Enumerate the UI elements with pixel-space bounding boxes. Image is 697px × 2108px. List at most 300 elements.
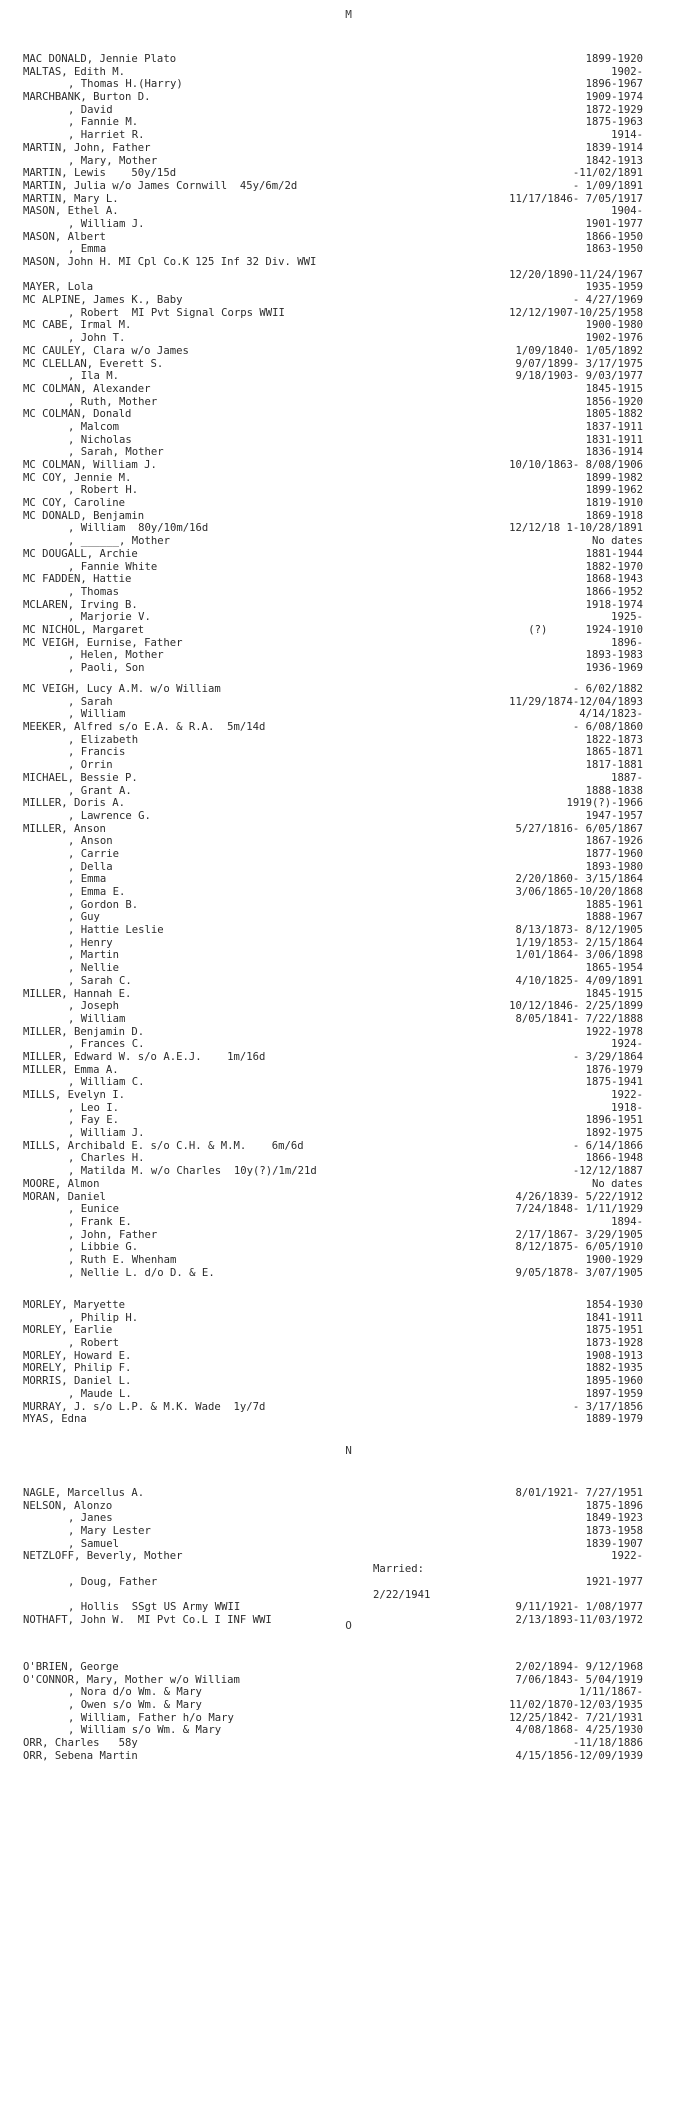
burial-entry bbox=[23, 1686, 643, 1699]
entry-dates: 1902-1976 bbox=[585, 332, 643, 345]
entry-dates: 1866-1948 bbox=[585, 1152, 643, 1165]
entry-name: MILLER, Edward W. s/o A.E.J. 1m/16d bbox=[23, 1050, 266, 1063]
entry-name: , Nicholas bbox=[68, 433, 132, 446]
entry-dates: 1914- bbox=[611, 129, 643, 142]
burial-entry bbox=[23, 497, 643, 510]
entry-name: , William J. bbox=[68, 1127, 145, 1140]
entry-name: MC NICHOL, Margaret bbox=[23, 623, 145, 636]
entry-dates: 8/01/1921- 7/27/1951 bbox=[515, 1487, 643, 1499]
entry-dates: 2/20/1860- 3/15/1864 bbox=[515, 873, 643, 886]
entry-dates: 2/17/1867- 3/29/1905 bbox=[515, 1228, 643, 1241]
burial-entry bbox=[23, 823, 643, 836]
entry-dates: 10/12/1846- 2/25/1899 bbox=[509, 1000, 643, 1013]
entry-name: , Orrin bbox=[68, 759, 113, 772]
burial-entry bbox=[23, 1191, 643, 1204]
entry-name: , Hattie Leslie bbox=[68, 924, 164, 937]
entry-dates: 1841-1911 bbox=[585, 1311, 643, 1324]
entry-name: , Sarah bbox=[68, 695, 113, 708]
entry-name: MEEKER, Alfred s/o E.A. & R.A. 5m/14d bbox=[23, 721, 266, 734]
burial-entry bbox=[23, 734, 643, 747]
entry-name: MASON, John H. MI Cpl Co.K 125 Inf 32 Div. WWI bbox=[23, 256, 317, 268]
burial-entry bbox=[23, 446, 643, 459]
entry-name: , Matilda M. w/o Charles 10y(?)/1m/21d bbox=[68, 1165, 317, 1178]
entry-dates: -12/12/1887 bbox=[572, 1165, 643, 1178]
burial-entry bbox=[23, 408, 643, 421]
entry-name: MC COLMAN, Alexander bbox=[23, 382, 151, 395]
entry-dates: 1867-1926 bbox=[585, 835, 643, 848]
burial-entry bbox=[23, 510, 643, 523]
burial-entry bbox=[23, 873, 643, 886]
entry-name: , Gordon B. bbox=[68, 898, 139, 911]
entry-dates: 12/20/1890-11/24/1967 bbox=[509, 268, 643, 281]
entry-dates: - 4/27/1969 bbox=[572, 294, 643, 307]
entry-dates: - 6/08/1860 bbox=[572, 721, 643, 734]
entry-dates: 1909-1974 bbox=[585, 91, 643, 104]
burial-entry bbox=[23, 1051, 643, 1064]
entry-dates: 1875-1941 bbox=[585, 1076, 643, 1089]
entry-dates: 1887- bbox=[611, 771, 643, 784]
entry-dates: 1875-1951 bbox=[585, 1324, 643, 1337]
entry-dates: - 3/29/1864 bbox=[572, 1050, 643, 1063]
entry-dates: 9/18/1903- 9/03/1977 bbox=[515, 370, 643, 383]
entry-name: , Nora d/o Wm. & Mary bbox=[68, 1686, 202, 1699]
burial-entry bbox=[23, 1064, 643, 1077]
burial-entry bbox=[23, 924, 643, 937]
entry-name: MC COLMAN, William J. bbox=[23, 459, 157, 471]
entry-name: MAYER, Lola bbox=[23, 281, 94, 294]
entry-name: MILLS, Archibald E. s/o C.H. & M.M. 6m/6d bbox=[23, 1139, 304, 1152]
entry-name: MASON, Albert bbox=[23, 230, 106, 243]
burial-entry bbox=[23, 66, 643, 79]
burial-entry bbox=[23, 1312, 643, 1325]
entry-dates: 1873-1958 bbox=[585, 1525, 643, 1538]
burial-entry bbox=[23, 116, 643, 129]
entry-dates: 1892-1975 bbox=[585, 1127, 643, 1140]
burial-entry bbox=[23, 1550, 643, 1563]
entry-name: , William C. bbox=[68, 1076, 145, 1089]
entry-name: , William bbox=[68, 708, 126, 721]
burial-entry bbox=[23, 370, 643, 383]
entry-dates: 1893-1980 bbox=[585, 860, 643, 873]
burial-entry bbox=[23, 1724, 643, 1737]
entry-dates: 1925- bbox=[611, 611, 643, 624]
burial-entry bbox=[23, 1229, 643, 1242]
burial-entry bbox=[23, 91, 643, 104]
entry-dates: 1936-1969 bbox=[585, 662, 643, 674]
entry-name: Married: bbox=[373, 1563, 425, 1576]
entry-name: MORLEY, Earlie bbox=[23, 1324, 113, 1337]
section-letter-n: N bbox=[345, 1444, 352, 1457]
entry-dates: 1885-1961 bbox=[585, 898, 643, 911]
entry-name: , Fannie M. bbox=[68, 116, 139, 129]
entry-dates: 1882-1935 bbox=[585, 1362, 643, 1375]
entry-dates: 1918- bbox=[611, 1101, 643, 1114]
entry-dates: 8/05/1841- 7/22/1888 bbox=[515, 1012, 643, 1025]
entry-name: MILLS, Evelyn I. bbox=[23, 1089, 126, 1101]
entry-name: MAC DONALD, Jennie Plato bbox=[23, 53, 177, 65]
entry-dates: 1893-1983 bbox=[585, 649, 643, 662]
entry-dates: 1849-1923 bbox=[585, 1512, 643, 1525]
entry-name: , Thomas H.(Harry) bbox=[68, 78, 183, 91]
burial-entry bbox=[23, 1000, 643, 1013]
entry-name: MILLER, Emma A. bbox=[23, 1063, 119, 1076]
burial-entry bbox=[23, 1013, 643, 1026]
burial-entry bbox=[23, 1661, 643, 1674]
entry-dates: No dates bbox=[591, 1177, 643, 1190]
entry-dates: 1922- bbox=[611, 1089, 643, 1101]
entry-name: , Ruth, Mother bbox=[68, 395, 158, 408]
entry-name: , Martin bbox=[68, 949, 120, 962]
entry-name: , Nellie bbox=[68, 962, 120, 975]
burial-entry bbox=[23, 294, 643, 307]
entry-dates: 1839-1914 bbox=[585, 141, 643, 154]
entry-name: MC COY, Caroline bbox=[23, 497, 126, 510]
entry-dates: 1/09/1840- 1/05/1892 bbox=[515, 344, 643, 357]
entry-name: , Lawrence G. bbox=[68, 809, 151, 822]
entry-dates: 10/10/1863- 8/08/1906 bbox=[509, 459, 643, 471]
entry-name: MC COLMAN, Donald bbox=[23, 408, 132, 421]
entry-name: , William J. bbox=[68, 217, 145, 230]
entry-name: , Ruth E. Whenham bbox=[68, 1253, 177, 1266]
entry-name: , Francis bbox=[68, 746, 126, 759]
section-letter-m: M bbox=[345, 8, 352, 21]
burial-entry bbox=[23, 1089, 643, 1102]
entry-dates: 1866-1952 bbox=[585, 585, 643, 598]
entry-dates: 1/19/1853- 2/15/1864 bbox=[515, 936, 643, 949]
burial-entry bbox=[23, 218, 643, 231]
entry-dates: 1877-1960 bbox=[585, 847, 643, 860]
entry-name: , Robert H. bbox=[68, 484, 139, 497]
burial-entry bbox=[23, 1737, 643, 1750]
burial-entry bbox=[23, 1152, 643, 1165]
burial-entry bbox=[23, 243, 643, 256]
entry-name: MILLER, Doris A. bbox=[23, 797, 126, 810]
entry-name: , Anson bbox=[68, 835, 113, 848]
entry-name: NELSON, Alonzo bbox=[23, 1499, 113, 1512]
burial-entry bbox=[23, 548, 643, 561]
entry-dates: 1897-1959 bbox=[585, 1387, 643, 1400]
entry-dates: 1875-1963 bbox=[585, 116, 643, 129]
burial-entry bbox=[23, 155, 643, 168]
burial-entry bbox=[23, 522, 643, 535]
entry-dates: 1895-1960 bbox=[585, 1375, 643, 1388]
entry-dates: 9/11/1921- 1/08/1977 bbox=[515, 1601, 643, 1614]
entry-name: , Owen s/o Wm. & Mary bbox=[68, 1699, 202, 1712]
burial-entry bbox=[23, 1140, 643, 1153]
entry-dates: 1921-1977 bbox=[585, 1575, 643, 1588]
entry-block bbox=[23, 683, 643, 1279]
entry-dates: 4/08/1868- 4/25/1930 bbox=[515, 1724, 643, 1737]
burial-entry bbox=[23, 434, 643, 447]
burial-entry bbox=[23, 1674, 643, 1687]
entry-name: , Ila M. bbox=[68, 370, 120, 383]
entry-name: , Harriet R. bbox=[68, 129, 145, 142]
entry-name: MYAS, Edna bbox=[23, 1413, 87, 1426]
entry-name: MC CABE, Irmal M. bbox=[23, 319, 132, 332]
burial-entry bbox=[23, 1601, 643, 1614]
entry-name: , Malcom bbox=[68, 420, 120, 433]
entry-name: , Fannie White bbox=[68, 560, 158, 573]
burial-entry bbox=[23, 861, 643, 874]
burial-entry bbox=[23, 797, 643, 810]
entry-name: MORELY, Philip F. bbox=[23, 1362, 132, 1375]
burial-entry bbox=[23, 1241, 643, 1254]
entry-dates: 1918-1974 bbox=[585, 598, 643, 611]
burial-entry bbox=[23, 1699, 643, 1712]
entry-dates: 1866-1950 bbox=[585, 230, 643, 243]
entry-dates: 11/29/1874-12/04/1893 bbox=[509, 695, 643, 708]
entry-name: MC VEIGH, Lucy A.M. w/o William bbox=[23, 683, 221, 695]
entry-dates: 1872-1929 bbox=[585, 103, 643, 116]
entry-name: MC DOUGALL, Archie bbox=[23, 547, 138, 560]
entry-name: , Paoli, Son bbox=[68, 662, 145, 674]
burial-entry bbox=[23, 1589, 643, 1602]
burial-entry bbox=[23, 1102, 643, 1115]
entry-name: , William 80y/10m/16d bbox=[68, 522, 209, 535]
burial-entry bbox=[23, 1500, 643, 1513]
entry-name: , Charles H. bbox=[68, 1152, 145, 1165]
burial-entry bbox=[23, 1076, 643, 1089]
burial-entry bbox=[23, 1038, 643, 1051]
entry-name: , Robert MI Pvt Signal Corps WWII bbox=[68, 306, 285, 319]
burial-entry bbox=[23, 835, 643, 848]
entry-dates: 1875-1896 bbox=[585, 1499, 643, 1512]
entry-name: MARCHBANK, Burton D. bbox=[23, 91, 151, 104]
burial-entry bbox=[23, 459, 643, 472]
entry-name: MC CAULEY, Clara w/o James bbox=[23, 344, 189, 357]
entry-dates: 12/12/18 1-10/28/1891 bbox=[509, 522, 643, 535]
burial-entry bbox=[23, 759, 643, 772]
entry-dates: 1896- bbox=[611, 636, 643, 649]
burial-entry bbox=[23, 345, 643, 358]
burial-entry bbox=[23, 129, 643, 142]
burial-entry bbox=[23, 1388, 643, 1401]
burial-entry bbox=[23, 358, 643, 371]
burial-entry bbox=[23, 1299, 643, 1312]
entry-name: , Leo I. bbox=[68, 1101, 120, 1114]
entry-name: , Thomas bbox=[68, 585, 120, 598]
burial-entry bbox=[23, 708, 643, 721]
section-letter-o: O bbox=[345, 1619, 352, 1632]
entry-name: , Helen, Mother bbox=[68, 649, 164, 662]
entry-name: MORRIS, Daniel L. bbox=[23, 1375, 132, 1388]
burial-entry bbox=[23, 949, 643, 962]
entry-name: , Della bbox=[68, 860, 113, 873]
entry-dates: 1845-1915 bbox=[585, 987, 643, 1000]
entry-name: , Frank E. bbox=[68, 1215, 132, 1228]
burial-entry bbox=[23, 535, 643, 548]
entry-name: MASON, Ethel A. bbox=[23, 205, 119, 218]
entry-name: MC VEIGH, Eurnise, Father bbox=[23, 636, 183, 649]
entry-name: MALTAS, Edith M. bbox=[23, 65, 126, 78]
burial-entry bbox=[23, 1750, 643, 1763]
entry-dates: 1908-1913 bbox=[585, 1349, 643, 1362]
entry-name: MC CLELLAN, Everett S. bbox=[23, 357, 164, 370]
burial-entry bbox=[23, 988, 643, 1001]
entry-dates: 1865-1871 bbox=[585, 746, 643, 759]
entry-dates: 7/06/1843- 5/04/1919 bbox=[515, 1673, 643, 1686]
burial-entry bbox=[23, 53, 643, 66]
burial-entry bbox=[23, 637, 643, 650]
entry-dates: 1922- bbox=[611, 1550, 643, 1563]
entry-name: , Philip H. bbox=[68, 1311, 139, 1324]
entry-name: MORLEY, Howard E. bbox=[23, 1349, 132, 1362]
entry-dates: 1876-1979 bbox=[585, 1063, 643, 1076]
burial-entry bbox=[23, 281, 643, 294]
burial-entry bbox=[23, 167, 643, 180]
burial-entry bbox=[23, 649, 643, 662]
entry-dates: 1836-1914 bbox=[585, 446, 643, 459]
burial-entry bbox=[23, 1401, 643, 1414]
entry-name: MCLAREN, Irving B. bbox=[23, 598, 138, 611]
entry-dates: 1899-1962 bbox=[585, 484, 643, 497]
entry-name: , Carrie bbox=[68, 847, 120, 860]
entry-dates: 1900-1980 bbox=[585, 319, 643, 332]
burial-entry bbox=[23, 319, 643, 332]
entry-name: ORR, Charles 58y bbox=[23, 1737, 138, 1750]
burial-entry bbox=[23, 975, 643, 988]
entry-dates: 1889-1979 bbox=[585, 1413, 643, 1426]
burial-entry bbox=[23, 599, 643, 612]
entry-name: , Marjorie V. bbox=[68, 611, 151, 624]
entry-dates: 1869-1918 bbox=[585, 509, 643, 522]
burial-entry bbox=[23, 696, 643, 709]
entry-dates: 1865-1954 bbox=[585, 962, 643, 975]
entry-dates: 12/12/1907-10/25/1958 bbox=[509, 306, 643, 319]
burial-entry bbox=[23, 1114, 643, 1127]
burial-entry bbox=[23, 848, 643, 861]
entry-name: MC ALPINE, James K., Baby bbox=[23, 294, 183, 307]
entry-dates: 5/27/1816- 6/05/1867 bbox=[515, 822, 643, 835]
entry-name: , Sarah, Mother bbox=[68, 446, 164, 459]
entry-name: MC DONALD, Benjamin bbox=[23, 509, 145, 522]
burial-entry bbox=[23, 332, 643, 345]
entry-name: , Emma bbox=[68, 243, 107, 256]
entry-name: MC FADDEN, Hattie bbox=[23, 573, 132, 586]
burial-entry bbox=[23, 193, 643, 206]
entry-dates: 1837-1911 bbox=[585, 420, 643, 433]
entry-block bbox=[23, 53, 643, 675]
entry-dates: 1900-1929 bbox=[585, 1253, 643, 1266]
entry-block bbox=[23, 1661, 643, 1763]
burial-entry bbox=[23, 1026, 643, 1039]
entry-block bbox=[23, 1487, 643, 1627]
entry-dates: 1935-1959 bbox=[585, 281, 643, 294]
burial-entry bbox=[23, 1254, 643, 1267]
burial-entry bbox=[23, 1413, 643, 1426]
entry-dates: 1/01/1864- 3/06/1898 bbox=[515, 949, 643, 962]
entry-dates: 1817-1881 bbox=[585, 759, 643, 772]
entry-name: O'CONNOR, Mary, Mother w/o William bbox=[23, 1673, 240, 1686]
burial-entry bbox=[23, 1178, 643, 1191]
entry-name: MC COY, Jennie M. bbox=[23, 471, 132, 484]
entry-dates: 1896-1951 bbox=[585, 1114, 643, 1127]
entry-name: , Mary Lester bbox=[68, 1525, 151, 1538]
entry-name: , Janes bbox=[68, 1512, 113, 1525]
entry-dates: 1819-1910 bbox=[585, 497, 643, 510]
entry-name: , Guy bbox=[68, 911, 100, 924]
entry-name: MORAN, Daniel bbox=[23, 1190, 106, 1203]
burial-entry bbox=[23, 256, 643, 269]
entry-dates: 1899-1920 bbox=[585, 53, 643, 65]
entry-dates: 1902- bbox=[611, 65, 643, 78]
entry-dates: 1919(?)-1966 bbox=[566, 797, 643, 810]
burial-entry bbox=[23, 962, 643, 975]
burial-entry bbox=[23, 1267, 643, 1280]
entry-dates: - 6/02/1882 bbox=[572, 683, 643, 695]
entry-name: MARTIN, John, Father bbox=[23, 141, 151, 154]
entry-dates: 1842-1913 bbox=[585, 154, 643, 167]
entry-name: NAGLE, Marcellus A. bbox=[23, 1487, 145, 1499]
entry-name: , Hollis SSgt US Army WWII bbox=[68, 1601, 241, 1614]
entry-name: , Doug, Father bbox=[68, 1575, 158, 1588]
entry-dates: 1922-1978 bbox=[585, 1025, 643, 1038]
entry-dates: 4/15/1856-12/09/1939 bbox=[515, 1749, 643, 1762]
entry-dates: 1947-1957 bbox=[585, 809, 643, 822]
entry-name: MARTIN, Julia w/o James Cornwill 45y/6m/2d bbox=[23, 179, 298, 192]
entry-dates: 1899-1982 bbox=[585, 471, 643, 484]
entry-name: , Emma E. bbox=[68, 886, 126, 898]
burial-entry bbox=[23, 231, 643, 244]
entry-dates: - 3/17/1856 bbox=[572, 1400, 643, 1413]
entry-name: , William, Father h/o Mary bbox=[68, 1711, 234, 1724]
entry-dates: 1845-1915 bbox=[585, 382, 643, 395]
burial-entry bbox=[23, 937, 643, 950]
burial-entry bbox=[23, 1525, 643, 1538]
burial-entry bbox=[23, 911, 643, 924]
entry-dates: 9/07/1899- 3/17/1975 bbox=[515, 357, 643, 370]
entry-dates: 1863-1950 bbox=[585, 243, 643, 256]
entry-dates: 4/10/1825- 4/09/1891 bbox=[515, 974, 643, 987]
entry-dates: 4/26/1839- 5/22/1912 bbox=[515, 1190, 643, 1203]
burial-entry bbox=[23, 383, 643, 396]
entry-dates: 1868-1943 bbox=[585, 573, 643, 586]
entry-name: MORLEY, Maryette bbox=[23, 1299, 126, 1311]
burial-entry bbox=[23, 586, 643, 599]
entry-dates: 1924- bbox=[611, 1038, 643, 1051]
entry-name: MILLER, Benjamin D. bbox=[23, 1025, 145, 1038]
burial-entry bbox=[23, 1375, 643, 1388]
burial-entry bbox=[23, 269, 643, 282]
entry-dates: 1856-1920 bbox=[585, 395, 643, 408]
burial-entry bbox=[23, 886, 643, 899]
entry-name: , Emma bbox=[68, 873, 107, 886]
burial-entry bbox=[23, 1712, 643, 1725]
burial-entry bbox=[23, 104, 643, 117]
entry-dates: 1805-1882 bbox=[585, 408, 643, 421]
entry-name: ORR, Sebena Martin bbox=[23, 1749, 138, 1762]
burial-entry bbox=[23, 396, 643, 409]
entry-dates: 1831-1911 bbox=[585, 433, 643, 446]
burial-entry bbox=[23, 721, 643, 734]
entry-name: , John, Father bbox=[68, 1228, 158, 1241]
entry-dates: - 1/09/1891 bbox=[572, 179, 643, 192]
entry-name: , Libbie G. bbox=[68, 1241, 139, 1254]
entry-name: , William s/o Wm. & Mary bbox=[68, 1724, 222, 1737]
entry-name: MILLER, Anson bbox=[23, 822, 106, 835]
entry-name: MURRAY, J. s/o L.P. & M.K. Wade 1y/7d bbox=[23, 1400, 266, 1413]
burial-entry bbox=[23, 1350, 643, 1363]
entry-name: NETZLOFF, Beverly, Mother bbox=[23, 1550, 183, 1563]
entry-dates: 12/25/1842- 7/21/1931 bbox=[509, 1711, 643, 1724]
burial-entry bbox=[23, 624, 643, 637]
burial-entry bbox=[23, 1127, 643, 1140]
burial-entry bbox=[23, 1487, 643, 1500]
burial-entry bbox=[23, 810, 643, 823]
entry-dates: (?) 1924-1910 bbox=[528, 623, 643, 636]
entry-dates: 1873-1928 bbox=[585, 1337, 643, 1350]
entry-dates: 1839-1907 bbox=[585, 1537, 643, 1550]
